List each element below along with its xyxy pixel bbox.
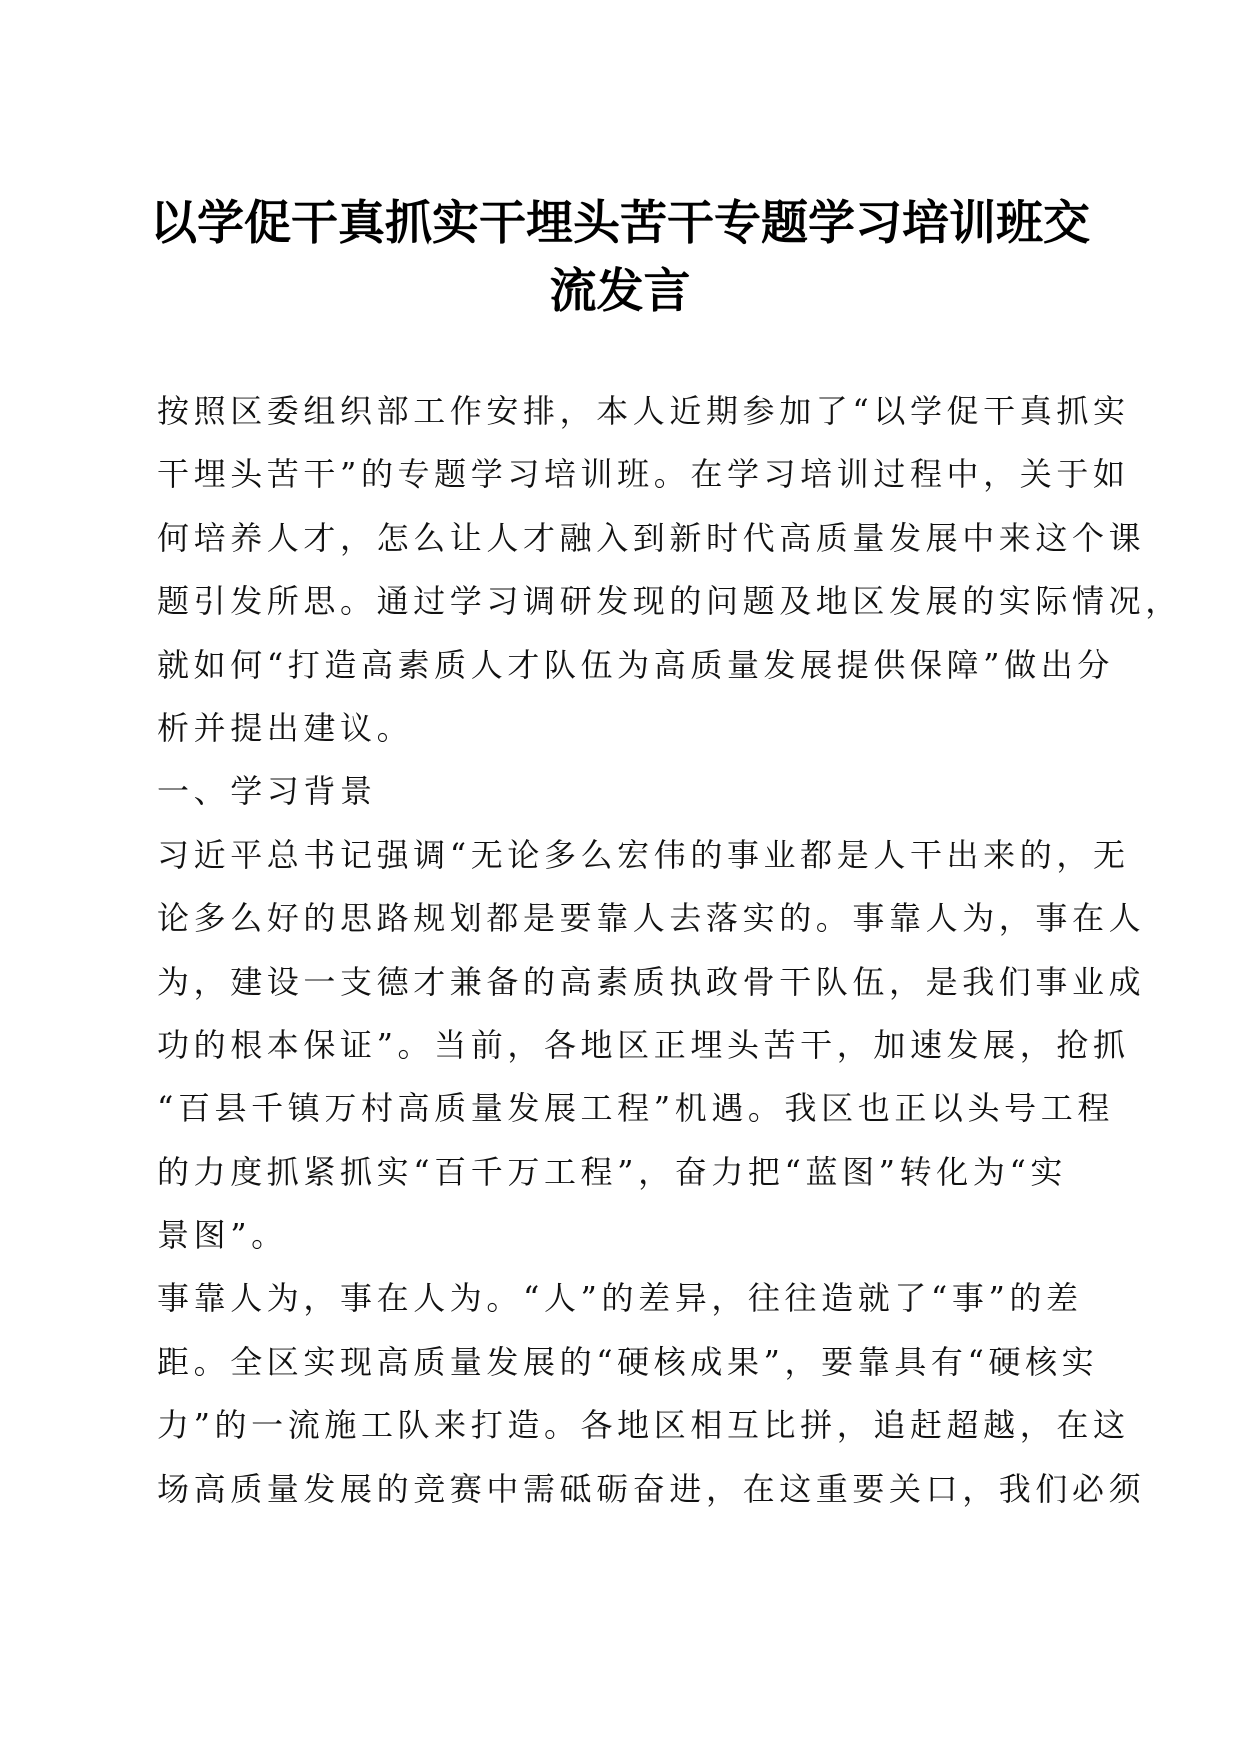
- body-line: 功的根本保证”。当前，各地区正埋头苦干，加速发展，抢抓: [157, 1025, 1130, 1064]
- body-line: 习近平总书记强调“无论多么宏伟的事业都是人干出来的，无: [157, 835, 1130, 874]
- document-body: [157, 380, 1182, 1521]
- body-line: 论多么好的思路规划都是要靠人去落实的。事靠人为，事在人: [157, 899, 1146, 938]
- body-line: 按照区委组织部工作安排，本人近期参加了“以学促干真抓实: [157, 392, 1130, 430]
- body-line: 为，建设一支德才兼备的高素质执政骨干队伍，是我们事业成: [157, 962, 1146, 1001]
- body-line: “百县千镇万村高质量发展工程”机遇。我区也正以头号工程: [157, 1089, 1114, 1128]
- body-line: 距。全区实现高质量发展的“硬核成果”，要靠具有“硬核实: [157, 1342, 1099, 1381]
- title-line: 流发言: [549, 264, 691, 319]
- body-line: 场高质量发展的竞赛中需砥砺奋进，在这重要关口，我们必须: [157, 1469, 1146, 1508]
- body-line: 题引发所思。通过学习调研发现的问题及地区发展的实际情况，: [157, 582, 1182, 621]
- body-line: 何培养人才，怎么让人才融入到新时代高质量发展中来这个课: [157, 518, 1146, 557]
- section-heading: 一、学习背景: [157, 772, 377, 811]
- body-line: 力”的一流施工队来打造。各地区相互比拼，追赶超越，在这: [157, 1406, 1130, 1445]
- body-line: 干埋头苦干”的专题学习培训班。在学习培训过程中，关于如: [157, 455, 1130, 494]
- body-line: 事靠人为，事在人为。“人”的差异，往往造就了“事”的差: [157, 1279, 1083, 1318]
- body-line: 景图”。: [157, 1216, 288, 1255]
- title-line: 以学促干真抓实干埋头苦干专题学习培训班交: [150, 196, 1090, 251]
- document-title: [140, 190, 1100, 326]
- body-line: 的力度抓紧抓实“百千万工程”，奋力把“蓝图”转化为“实: [157, 1152, 1067, 1191]
- body-line: 析并提出建议。: [157, 708, 414, 747]
- body-line: 就如何“打造高素质人才队伍为高质量发展提供保障”做出分: [157, 645, 1114, 684]
